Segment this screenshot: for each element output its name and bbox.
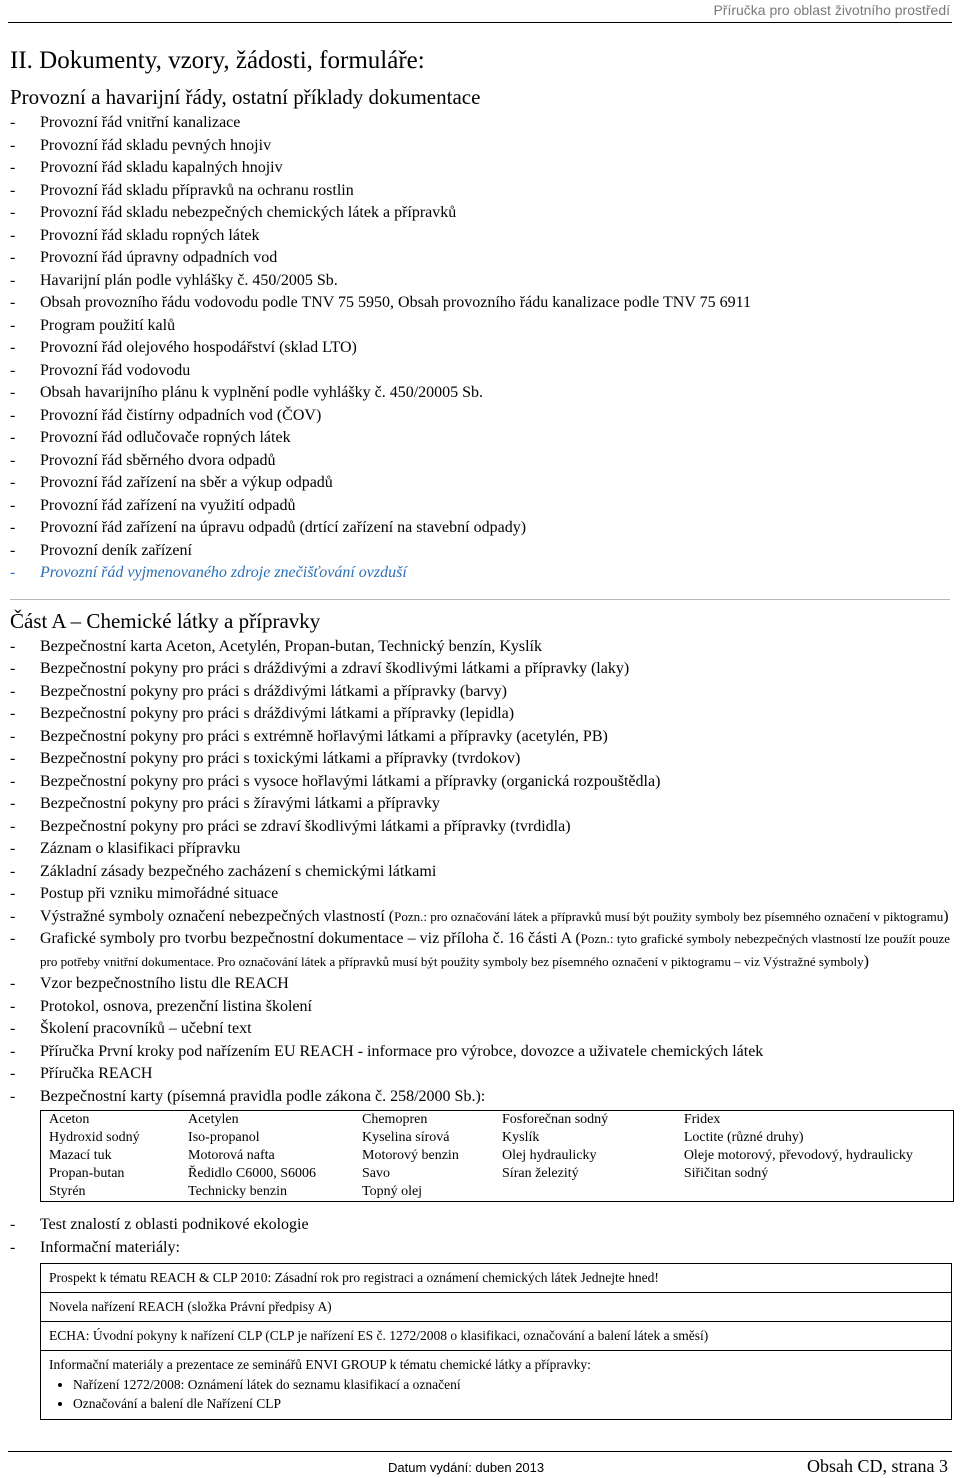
table-cell[interactable]: Olej hydraulicky (502, 1148, 597, 1163)
list-item[interactable]: - Školení pracovníků – učební text (10, 1020, 252, 1037)
list-item: - Test znalostí z oblasti podnikové ekologie (10, 1216, 309, 1233)
table-cell[interactable]: Technicky benzin (188, 1184, 287, 1199)
bullet-item[interactable]: • Nařízení 1272/2008: Oznámení látek do seznamu klasifikací a označení (73, 1375, 951, 1394)
list-item[interactable]: - Provozní řád sběrného dvora odpadů (10, 451, 276, 469)
table-cell[interactable]: Styrén (49, 1184, 86, 1199)
table-cell[interactable]: Loctite (různé druhy) (683, 1130, 804, 1145)
list-item[interactable]: - Základní zásady bezpečného zacházení s chemickými látkami (10, 862, 437, 880)
table-cell[interactable]: Siřičitan sodný (683, 1166, 769, 1181)
table-cell[interactable]: Kyslík (502, 1130, 540, 1145)
table-cell[interactable]: Savo (362, 1166, 390, 1181)
list-item[interactable]: - Příručka REACH (10, 1065, 153, 1082)
list-item[interactable]: - Provozní deník zařízení (10, 541, 192, 559)
list-item[interactable]: - Program použití kalů (10, 316, 176, 334)
list-item[interactable]: - Provozní řád vodovodu (10, 361, 191, 379)
page-footer (8, 1451, 952, 1478)
list-item[interactable]: - Provozní řád zařízení na sběr a výkup odpadů (10, 474, 333, 491)
table-cell[interactable]: Chemopren (362, 1112, 428, 1127)
section-heading-provozni-rady: Provozní a havarijní řády, ostatní příklady dokumentace (10, 85, 481, 109)
list-item[interactable]: - Bezpečnostní karty (písemná pravidla podle zákona č. 258/2000 Sb.): (10, 1087, 486, 1105)
bullet-item[interactable]: • Označování a balení dle Nařízení CLP (73, 1394, 951, 1413)
list-item[interactable]: - Příručka První kroky pod nařízením EU REACH - informace pro výrobce, dovozce a uživatele chemických látek (10, 1042, 764, 1060)
list-item[interactable]: - Bezpečnostní pokyny pro práci s dráždivými látkami a přípravky (lepidla) (10, 705, 515, 722)
table-cell[interactable] (494, 1183, 676, 1202)
table-row (41, 1111, 954, 1130)
list-item[interactable]: - Protokol, osnova, prezenční listina školení (10, 997, 312, 1015)
list-item[interactable]: - Provozní řád vnitřní kanalizace (10, 114, 241, 131)
link-provozni-rad-ovzdusi[interactable]: - Provozní řád vyjmenovaného zdroje znečišťování ovzduší (10, 564, 407, 581)
list-item[interactable]: - Provozní řád skladu pevných hnojiv (10, 136, 272, 154)
section-heading-chemicke-latky: Část A – Chemické látky a přípravky (10, 608, 321, 633)
table-row (41, 1147, 954, 1165)
table-cell[interactable]: Iso-propanol (188, 1130, 260, 1145)
list-chemicke-latky (10, 636, 950, 974)
list-item[interactable]: - Bezpečnostní pokyny pro práci s toxickými látkami a přípravky (tvrdokov) (10, 750, 521, 767)
list-item[interactable]: - Bezpečnostní pokyny pro práci s žíravými látkami a přípravky (10, 795, 440, 812)
table-cell[interactable]: Kyselina sírová (362, 1130, 450, 1145)
list-item[interactable]: - Obsah provozního řádu vodovodu podle TNV 75 5950, Obsah provozního řádu kanalizace podle TNV 75 6911 (10, 294, 751, 311)
list-item[interactable]: - Provozní řád skladu ropných látek (10, 226, 260, 244)
list-item[interactable]: - Bezpečnostní pokyny pro práci s dráždivými látkami a přípravky (barvy) (10, 682, 507, 700)
list-provozni-rady (10, 112, 950, 585)
list-item[interactable]: - Provozní řád zařízení na využití odpadů (10, 496, 296, 514)
list-item[interactable]: - Bezpečnostní pokyny pro práci s extrémně hořlavými látkami a přípravky (acetylén, PB) (10, 727, 608, 745)
table-cell[interactable]: Hydroxid sodný (49, 1130, 140, 1145)
document-body (10, 38, 950, 1420)
footer-page-number: Obsah CD, strana 3 (807, 1456, 948, 1476)
list-item-graficke-symboly: - Grafické symboly pro tvorbu bezpečnostní dokumentace – viz příloha č. 16 části A (Pozn.: tyto grafické symboly nebezpečných vlastností lze použít pouze pro potřeby vnitřní dokumentace. Pro označování látek a přípravků musí být použity symboly bez písemného označení v piktogramu – viz Výstražné symboly) (10, 930, 951, 970)
info-box[interactable]: Prospekt k tématu REACH & CLP 2010: Zásadní rok pro registraci a oznámení chemických látek Jednejte hned! (40, 1263, 952, 1293)
footer-date: Datum vydání: duben 2013 (388, 1460, 545, 1475)
table-cell[interactable]: Oleje motorový, převodový, hydraulicky (683, 1148, 913, 1163)
info-boxes (10, 1263, 950, 1351)
list-item[interactable]: - Havarijní plán podle vyhlášky č. 450/2005 Sb. (10, 271, 338, 289)
page-title: II. Dokumenty, vzory, žádosti, formuláře: (10, 47, 425, 74)
list-chemicke-latky-2 (10, 973, 950, 1108)
list-item[interactable]: - Provozní řád úpravny odpadních vod (10, 249, 278, 266)
list-item[interactable]: - Provozní řád olejového hospodářství (sklad LTO) (10, 339, 357, 356)
table-row (41, 1129, 954, 1147)
table-cell[interactable]: Mazací tuk (49, 1148, 112, 1163)
table-cell[interactable]: Síran železitý (502, 1166, 579, 1181)
info-box-title: Informační materiály a prezentace ze seminářů ENVI GROUP k tématu chemické látky a přípravky: (49, 1357, 591, 1372)
list-item[interactable]: - Obsah havarijního plánu k vyplnění podle vyhlášky č. 450/20005 Sb. (10, 384, 484, 401)
table-cell[interactable]: Aceton (49, 1112, 90, 1127)
table-cell[interactable]: Propan-butan (49, 1166, 125, 1181)
list-item[interactable]: - Vzor bezpečnostního listu dle REACH (10, 975, 289, 992)
chemicals-table (40, 1110, 954, 1202)
list-item[interactable]: - Provozní řád skladu přípravků na ochranu rostlin (10, 181, 354, 199)
list-item[interactable]: - Postup při vzniku mimořádné situace (10, 885, 279, 902)
list-item: - Informační materiály: (10, 1238, 180, 1256)
info-box-bullets (49, 1375, 951, 1413)
table-row (41, 1183, 954, 1202)
table-row (41, 1165, 954, 1183)
list-item[interactable]: - Bezpečnostní pokyny pro práci s vysoce hořlavými látkami a přípravky (organická rozpouštědla) (10, 772, 661, 790)
table-cell[interactable] (676, 1183, 954, 1202)
table-cell[interactable]: Fosforečnan sodný (502, 1112, 609, 1127)
list-item[interactable]: - Provozní řád skladu nebezpečných chemických látek a přípravků (10, 204, 457, 221)
list-item[interactable]: - Bezpečnostní karta Aceton, Acetylén, Propan-butan, Technický benzín, Kyslík (10, 637, 542, 655)
table-cell[interactable]: Topný olej (362, 1184, 423, 1199)
table-cell[interactable]: Fridex (683, 1112, 721, 1127)
info-box-seminare (40, 1351, 952, 1420)
page-header (8, 0, 952, 23)
header-title: Příručka pro oblast životního prostředí (713, 2, 950, 18)
table-cell[interactable]: Motorový benzin (362, 1148, 459, 1163)
list-item[interactable]: - Bezpečnostní pokyny pro práci s dráždivými a zdraví škodlivými látkami a přípravky (laky) (10, 660, 630, 677)
table-cell[interactable]: Ředidlo C6000, S6006 (188, 1166, 317, 1181)
list-item[interactable]: - Provozní řád odlučovače ropných látek (10, 429, 291, 446)
divider (10, 599, 950, 600)
list-item[interactable]: - Bezpečnostní pokyny pro práci se zdraví škodlivými látkami a přípravky (tvrdidla) (10, 817, 571, 835)
list-item[interactable]: - Záznam o klasifikaci přípravku (10, 840, 241, 857)
table-cell[interactable]: Motorová nafta (188, 1148, 275, 1163)
table-cell[interactable]: Acetylen (188, 1112, 239, 1127)
list-item[interactable]: - Provozní řád skladu kapalných hnojiv (10, 159, 283, 176)
list-informace (10, 1214, 950, 1259)
list-item[interactable]: - Provozní řád čistírny odpadních vod (ČOV) (10, 406, 322, 424)
list-item[interactable]: - Provozní řád zařízení na úpravu odpadů (drtící zařízení na stavební odpady) (10, 519, 527, 536)
info-box[interactable]: ECHA: Úvodní pokyny k nařízení CLP (CLP je nařízení ES č. 1272/2008 o klasifikaci, označování a balení látek a směsí) (40, 1322, 952, 1351)
list-item-vystrazne-symboly: - Výstražné symboly označení nebezpečných vlastností (Pozn.: pro označování látek a přípravků musí být použity symboly bez písemného označení v piktogramu) (10, 907, 949, 925)
info-box[interactable]: Novela nařízení REACH (složka Právní předpisy A) (40, 1293, 952, 1322)
